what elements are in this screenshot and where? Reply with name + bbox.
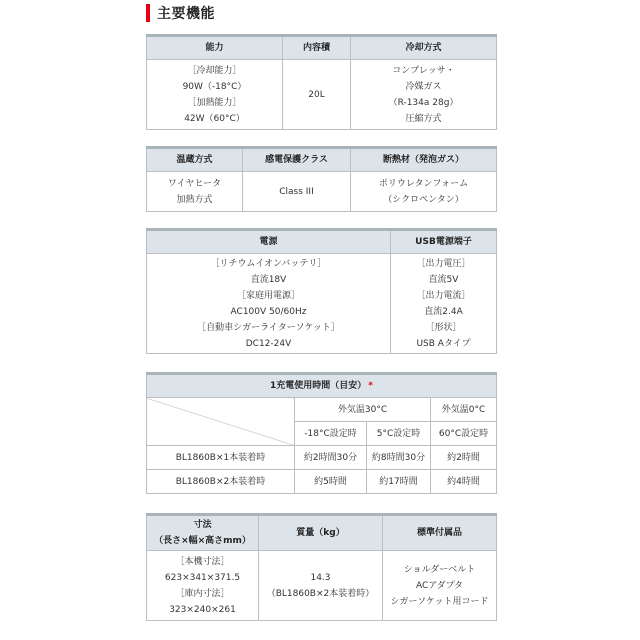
diagonal-corner-cell [147,398,295,446]
usb-line: 直流2.4A [424,306,463,317]
power-line: 直流18V [250,274,287,285]
row-value: 約8時間30分 [367,446,431,470]
table-row [147,470,497,494]
usb-line: ［形状］ [425,322,462,333]
dimensions-header-line: 寸法 [193,520,212,530]
cell-setting: 5°C設定時 [367,422,431,446]
spec-table-capacity [146,34,497,130]
heating-line: ワイヤヒータ [167,178,222,189]
cell-insulation [351,172,497,212]
runtime-title: 1充電使用時間（目安） [270,381,367,391]
row-value: 約17時間 [367,470,431,494]
capacity-line: 90W（-18°C） [182,81,247,92]
row-label: BL1860B×2本装着時 [147,470,295,494]
section-title-text: 主要機能 [157,6,215,22]
cell-setting: -18°C設定時 [295,422,367,446]
row-label: BL1860B×1本装着時 [147,446,295,470]
power-line: AC100V 50/60Hz [230,306,307,317]
usb-line: ［出力電圧］ [416,258,471,269]
header-protection: 感電保護クラス [243,148,351,172]
header-runtime [147,374,497,398]
cell-dimensions [147,551,259,621]
insulation-line: ポリウレタンフォーム [378,178,469,189]
usb-line: ［出力電流］ [416,290,471,301]
section-title [146,2,215,24]
cell-volume: 20L [283,60,351,130]
accessory-line: シガーソケット用コード [390,596,489,607]
capacity-line: ［加熱能力］ [187,97,242,108]
header-capacity: 能力 [147,36,283,60]
header-volume: 内容積 [283,36,351,60]
header-heating: 温蔵方式 [147,148,243,172]
dimension-line: ［庫内寸法］ [175,588,230,599]
note-asterisk: * [368,381,374,391]
header-mass: 質量（kg） [259,515,383,551]
power-line: ［家庭用電源］ [236,290,300,301]
cell-cooling [351,60,497,130]
capacity-line: ［冷却能力］ [187,65,242,76]
dimension-line: 623×341×371.5 [164,572,241,583]
cell-protection: Class III [243,172,351,212]
cell-power [147,254,391,354]
cell-capacity [147,60,283,130]
header-accessories: 標準付属品 [383,515,497,551]
cell-heating [147,172,243,212]
header-dimensions [147,515,259,551]
usb-line: USB Aタイプ [416,338,471,349]
spec-table-runtime [146,372,497,494]
accessory-line: ショルダーベルト [403,564,476,575]
cell-outside-30: 外気温30°C [295,398,431,422]
dimension-line: ［本機寸法］ [175,556,230,567]
title-accent-bar [146,4,150,22]
header-usb: USB電源端子 [391,230,497,254]
row-value: 約2時間30分 [295,446,367,470]
header-cooling: 冷却方式 [351,36,497,60]
row-value: 約2時間 [431,446,497,470]
accessory-line: ACアダプタ [415,580,464,591]
mass-line: （BL1860B×2本装着時） [266,588,375,599]
power-line: DC12-24V [245,338,292,349]
cell-setting: 60°C設定時 [431,422,497,446]
header-insulation: 断熱材（発泡ガス） [351,148,497,172]
cell-outside-0: 外気温0°C [431,398,497,422]
capacity-line: 42W（60°C） [184,113,245,124]
cell-usb [391,254,497,354]
cooling-line: 圧縮方式 [405,113,442,124]
cooling-line: 冷媒ガス [405,81,442,92]
cooling-line: （R-134a 28g） [388,97,459,108]
cell-mass [259,551,383,621]
cooling-line: コンプレッサ・ [392,65,455,76]
row-value: 約4時間 [431,470,497,494]
header-power: 電源 [147,230,391,254]
row-value: 約5時間 [295,470,367,494]
spec-table-power [146,228,497,354]
dimension-line: 323×240×261 [169,604,236,615]
insulation-line: （シクロペンタン） [383,194,464,205]
power-line: ［自動車シガーライターソケット］ [197,322,340,333]
cell-accessories [383,551,497,621]
table-row [147,446,497,470]
power-line: ［リチウムイオンバッテリ］ [210,258,327,269]
dimensions-header-line: （長さ×幅×高さmm） [154,536,251,546]
mass-line: 14.3 [310,572,331,583]
usb-line: 直流5V [428,274,459,285]
spec-table-insulation [146,146,497,212]
heating-line: 加熱方式 [176,194,213,205]
spec-table-dimensions [146,513,497,621]
